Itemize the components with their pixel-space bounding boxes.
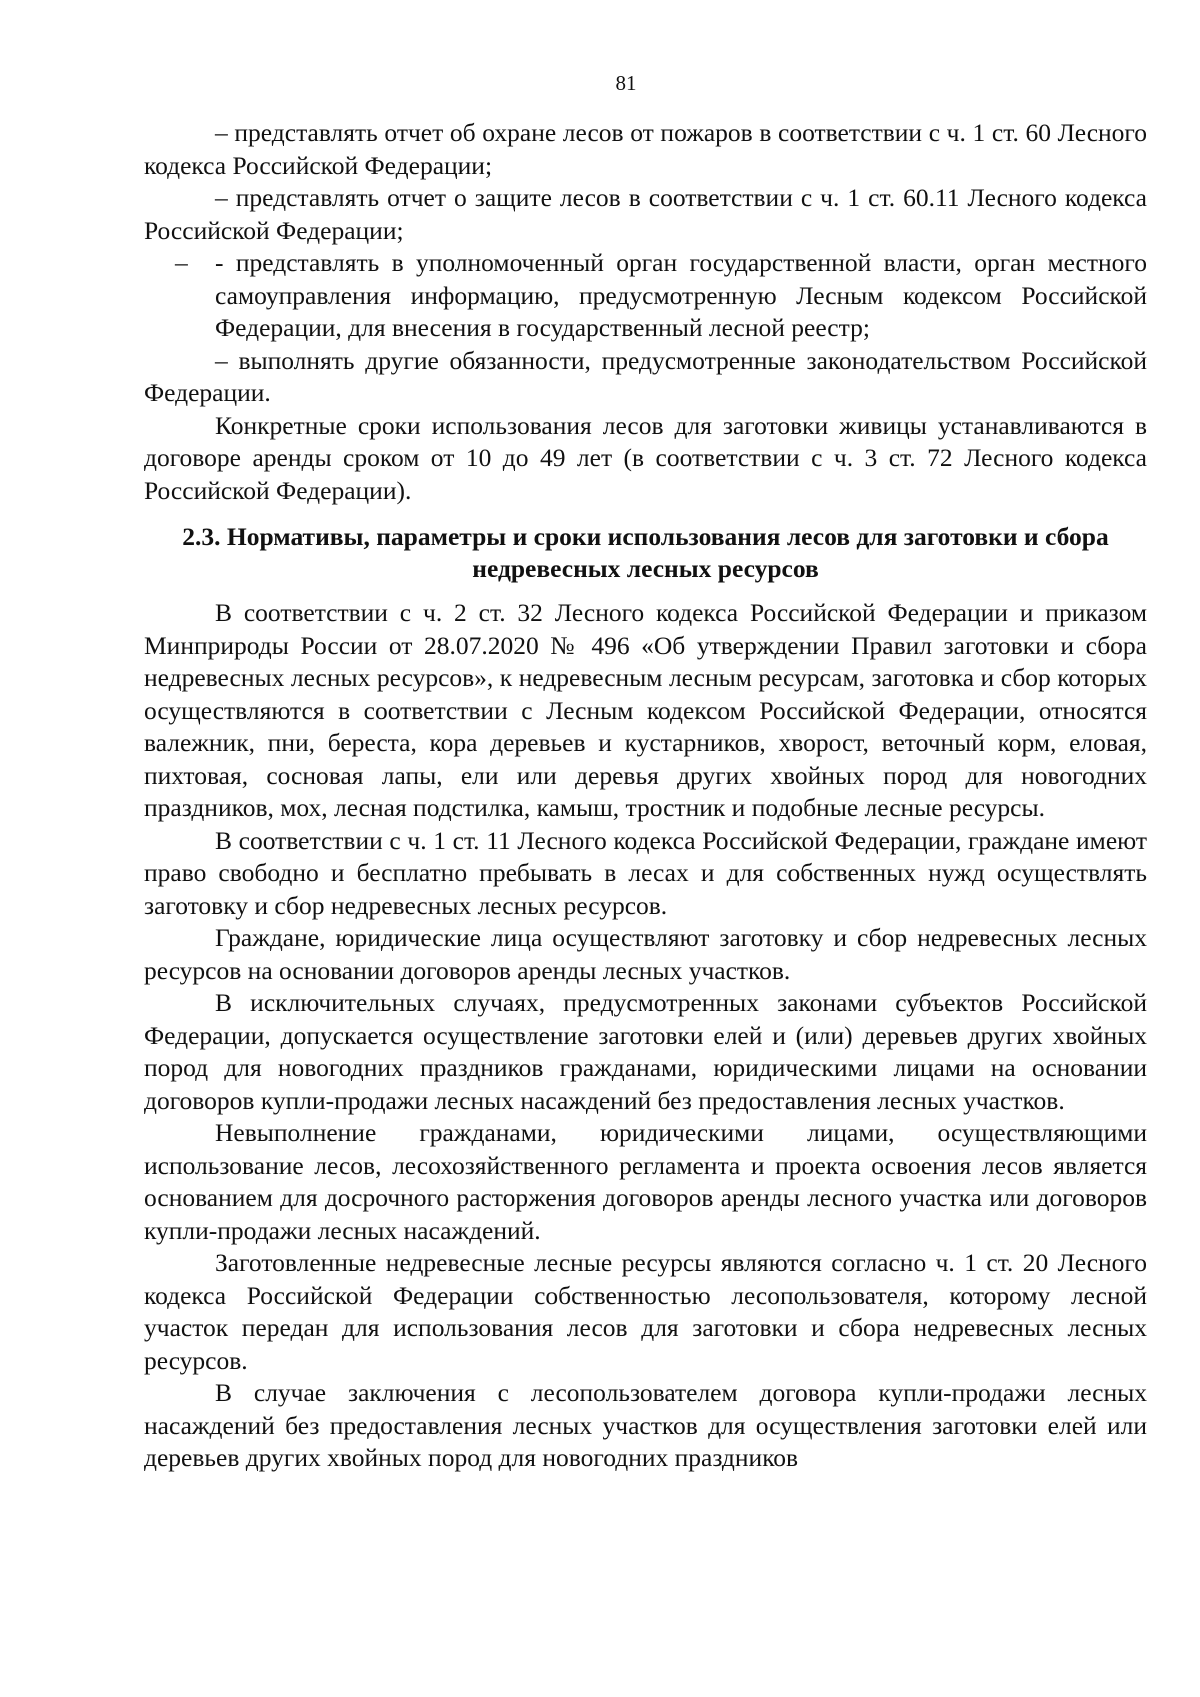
section-heading: 2.3. Нормативы, параметры и сроки использования лесов для заготовки и сбора недревесных лесных ресурсов bbox=[182, 522, 1109, 583]
paragraph-exceptional-cases: В исключительных случаях, предусмотренных законами субъектов Российской Федерации, допускается осуществление заготовки елей и (или) деревьев других хвойных пород для новогодних праздников гражданами, юридическими лицами на основании договоров купли-продажи лесных насаждений без предоставления лесных участков. bbox=[144, 988, 1147, 1115]
page-content bbox=[144, 117, 1147, 1475]
paragraph-fire-report: – представлять отчет об охране лесов от пожаров в соответствии с ч. 1 ст. 60 Лесного кодекса Российской Федерации; bbox=[144, 118, 1147, 180]
paragraph-protection-report: – представлять отчет о защите лесов в соответствии с ч. 1 ст. 60.11 Лесного кодекса Российской Федерации; bbox=[144, 183, 1147, 245]
paragraph-purchase-contract: В случае заключения с лесопользователем договора купли-продажи лесных насаждений без предоставления лесных участков для осуществления заготовки елей или деревьев других хвойных пород для новогодних праздников bbox=[144, 1378, 1147, 1472]
list-item-text: - представлять в уполномоченный орган государственной власти, орган местного самоуправления информацию, предусмотренную Лесным кодексом Российской Федерации, для внесения в государственный лесной реестр; bbox=[215, 248, 1147, 342]
paragraph-citizens-rights: В соответствии с ч. 1 ст. 11 Лесного кодекса Российской Федерации, граждане имеют право свободно и бесплатно пребывать в лесах и для собственных нужд осуществлять заготовку и сбор недревесных лесных ресурсов. bbox=[144, 825, 1147, 920]
paragraph-ownership: Заготовленные недревесные лесные ресурсы являются согласно ч. 1 ст. 20 Лесного кодекса Российской Федерации собственностью лесопользователя, которому лесной участок передан для использования лесов для заготовки и сбора недревесных лесных ресурсов. bbox=[144, 1248, 1147, 1375]
paragraph-other-duties: – выполнять другие обязанности, предусмотренные законодательством Российской Федерации. bbox=[144, 345, 1147, 407]
paragraph-resin-terms: Конкретные сроки использования лесов для заготовки живицы устанавливаются в договоре аренды сроком от 10 до 49 лет (в соответствии с ч. 3 ст. 72 Лесного кодекса Российской Федерации). bbox=[144, 410, 1147, 505]
page-number: 81 bbox=[615, 71, 637, 95]
paragraph-non-timber-resources: В соответствии с ч. 2 ст. 32 Лесного кодекса Российской Федерации и приказом Минприроды России от 28.07.2020 № 496 «Об утверждении Правил заготовки и сбора недревесных лесных ресурсов», к недревесным лесным ресурсам, заготовка и сбор которых осуществляются в соответствии с Лесным кодексом Российской Федерации, относятся валежник, пни, береста, кора деревьев и кустарников, хворост, веточный корм, еловая, пихтовая, сосновая лапы, ели или деревья других хвойных пород для новогодних праздников, мох, лесная подстилка, камыш, тростник и подобные лесные ресурсы. bbox=[144, 598, 1147, 822]
dash-marker: – bbox=[175, 248, 188, 277]
list-item-register-info bbox=[144, 247, 1147, 345]
paragraph-lease-basis: Граждане, юридические лица осуществляют заготовку и сбор недревесных лесных ресурсов на основании договоров аренды лесных участков. bbox=[144, 923, 1147, 985]
paragraph-non-fulfillment: Невыполнение гражданами, юридическими лицами, осуществляющими использование лесов, лесохозяйственного регламента и проекта освоения лесов является основанием для досрочного расторжения договоров аренды лесного участка или договоров купли-продажи лесных насаждений. bbox=[144, 1118, 1147, 1245]
